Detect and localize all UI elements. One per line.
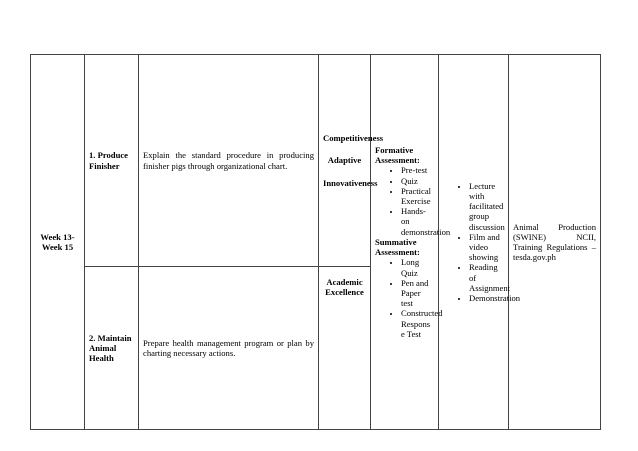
list-item: • Lecture with facilitated group discussion [469,181,504,232]
methods-list [443,180,521,304]
list-item: • Constructed Respons e Test [401,308,434,339]
list-item: • Pen and Paper test [401,278,434,309]
list-item: • Film and video showing [469,232,504,263]
list-item: • Hands-on demonstration [401,206,434,237]
values-cell [319,267,371,430]
week-label: Week 13-Week 15 [40,231,75,252]
summative-list [375,257,443,339]
list-item: • Demonstration [469,293,504,303]
value-item: Adaptive [327,155,362,166]
competency-label: 2. Maintain Animal Health [89,332,132,364]
value-item: Academic Excellence [325,277,364,298]
reference-cell [509,55,601,430]
competency-cell [85,267,139,430]
methods-cell [439,55,521,430]
competency-label: 1. Produce Finisher [89,150,128,171]
list-item: • Long Quiz [401,257,434,277]
curriculum-table [30,54,601,430]
week-cell [31,55,85,430]
list-item: • Quiz [401,176,434,186]
value-item: Innovativeness [323,177,378,188]
formative-list [375,165,451,237]
list-item: • Pre-test [401,165,434,175]
value-item: Competitiveness [323,133,384,144]
standard-text: Explain the standard procedure in producing finisher pigs through organizational chart. [143,150,314,171]
standard-cell [139,267,319,430]
list-item: • Practical Exercise [401,186,434,206]
summative-heading: Summative Assessment: [375,236,420,258]
standard-text: Prepare health management program or plan by charting necessary actions. [143,337,314,358]
formative-heading: Formative Assessment: [375,145,420,166]
table-row [31,55,601,267]
assessment-cell [371,55,451,430]
values-cell [319,55,384,267]
standard-cell [139,55,319,267]
reference-text: Animal Production (SWINE) NCII, Training Regulations – tesda.gov.ph [513,221,596,263]
competency-cell [85,55,139,267]
list-item: • Reading of Assignment [469,262,504,293]
